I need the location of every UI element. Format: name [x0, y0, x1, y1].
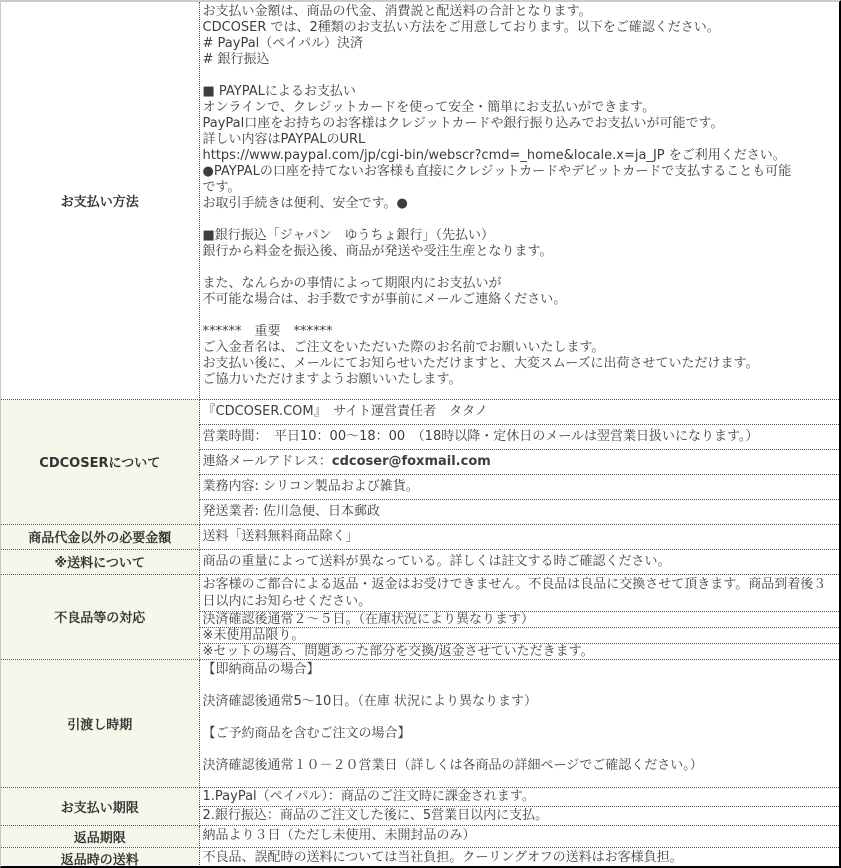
text-line: PayPal口座をお持ちのお客様はクレジットカードや銀行振り込みでお支払いが可能です。 — [202, 116, 724, 131]
row-label-about: CDCOSERについて — [1, 399, 199, 524]
defects-return-policy: お客様のご都合による返品・返金はお受けできません。不良品は良品に交換させて頂きます。商品到着後３日以内にお知らせください。 — [199, 574, 839, 611]
delivery-time-cell — [199, 659, 839, 787]
payment-deadline-bank: 2.銀行振込：商品のご注文した後に、5営業日以内に支払。 — [199, 806, 839, 825]
text-line: ●PAYPALの口座を持てないお客様も直接にクレジットカードやデビットカードで支払することも可能 — [202, 164, 792, 179]
text-line: お支払い金額は、商品の代金、消費説と配送料の合計となります。 — [202, 4, 592, 19]
row-label-extra-fees: 商品代金以外の必要金額 — [1, 524, 199, 549]
contact-email-label: 連絡メールアドレス： — [202, 453, 332, 469]
row-label-defects: 不良品等の対応 — [1, 574, 199, 659]
row-label-shipping-note: ※送料について — [1, 549, 199, 574]
text-line: # PayPal（ペイパル）決済 — [202, 36, 364, 51]
return-shipping-cell: 不良品、誤配時の送料については当社負担。クーリングオフの送料はお客様負担。 — [199, 847, 839, 868]
text-line — [203, 308, 837, 324]
text-line — [203, 212, 837, 228]
row-label-payment-method: お支払い方法 — [1, 2, 199, 399]
text-line: 銀行から料金を振込後、商品が発送や受注生産となります。 — [202, 244, 553, 259]
text-line: オンラインで、クレジットカードを使って安全・簡単にお支払いができます。 — [202, 100, 656, 115]
text-line — [203, 678, 837, 694]
about-business-content: 業務内容: シリコン製品および雑貨。 — [199, 474, 839, 499]
text-line: 【ご予約商品を含むご注文の場合】 — [202, 725, 411, 741]
text-line: https://www.paypal.com/jp/cgi-bin/webscr?cmd=_home&locale.x=ja_JP をご利用ください。 — [202, 148, 786, 163]
defects-unused-only: ※未使用品限り。 — [199, 627, 839, 643]
extra-fees-cell: 送料「送料無料商品除く」 — [199, 524, 839, 549]
text-line: 【即納商品の場合】 — [202, 661, 320, 677]
text-line: CDCOSER では、2種類のお支払い方法をご用意しております。以下をご確認ください。 — [202, 20, 720, 35]
row-label-payment-deadline: お支払い期限 — [1, 787, 199, 825]
text-line: ****** 重要 ****** — [202, 324, 333, 339]
about-site-operator: 『CDCOSER.COM』 サイト運営責任者 タタノ — [199, 399, 839, 424]
row-label-return-shipping: 返品時の送料 — [1, 847, 199, 868]
row-label-delivery-time: 引渡し時期 — [1, 659, 199, 787]
shipping-note-cell: 商品の重量によって送料が異なっている。詳しくは註文する時ご確認ください。 — [199, 549, 839, 574]
about-shipping-carriers: 発送業者: 佐川急便、日本郵政 — [199, 499, 839, 524]
payment-deadline-paypal: 1.PayPal（ペイパル）：商品のご注文時に課金されます。 — [199, 787, 839, 806]
defects-set-exchange: ※セットの場合、問題あった部分を交換/返金させていただきます。 — [199, 643, 839, 659]
text-line: ■ PAYPALによるお支払い — [202, 84, 356, 99]
text-line: です。 — [202, 180, 241, 195]
text-line: お支払い後に、メールにてお知らせいただけますと、大変スムーズに出荷させていただけます。 — [202, 356, 759, 371]
defects-processing-time: 決済確認後通常２～５日。（在庫状況により異なります） — [199, 611, 839, 627]
text-line: 詳しい内容はPAYPALのURL — [202, 132, 366, 147]
return-deadline-cell: 納品より３日（ただし未使用、未開封品のみ） — [199, 825, 839, 847]
text-line: 決済確認後通常１０－２０営業日（詳しくは各商品の詳細ページでご確認ください。） — [202, 757, 703, 773]
text-line — [203, 742, 837, 758]
about-business-hours: 営業時間： 平日10：00～18：00 （18時以降・定休日のメールは翌営業日扱いになります。） — [199, 424, 839, 449]
contact-email-address: cdcoser@foxmail.com — [331, 453, 491, 469]
text-line: ■銀行振込「ジャパン ゆうちょ銀行」（先払い） — [202, 228, 495, 243]
text-line — [203, 68, 837, 84]
about-contact-email-cell — [199, 449, 839, 474]
text-line: ご協力いただけますようお願いいたします。 — [202, 372, 462, 387]
text-line: 不可能な場合は、お手数ですが事前にメールご連絡ください。 — [202, 292, 567, 307]
text-line — [203, 710, 837, 726]
text-line: お取引手続きは便利、安全です。● — [202, 196, 408, 211]
payment-method-cell — [199, 2, 839, 399]
row-label-return-deadline: 返品期限 — [1, 825, 199, 847]
text-line: また、なんらかの事情によって期限内にお支払いが — [202, 276, 502, 291]
text-line: # 銀行振込 — [202, 52, 270, 67]
text-line: 決済確認後通常5～10日。（在庫 状況により異なります） — [202, 693, 537, 709]
shop-policy-table — [1, 2, 839, 868]
text-line — [203, 260, 837, 276]
text-line: ご入金者名は、ご注文をいただいた際のお名前でお願いいたします。 — [202, 340, 605, 355]
